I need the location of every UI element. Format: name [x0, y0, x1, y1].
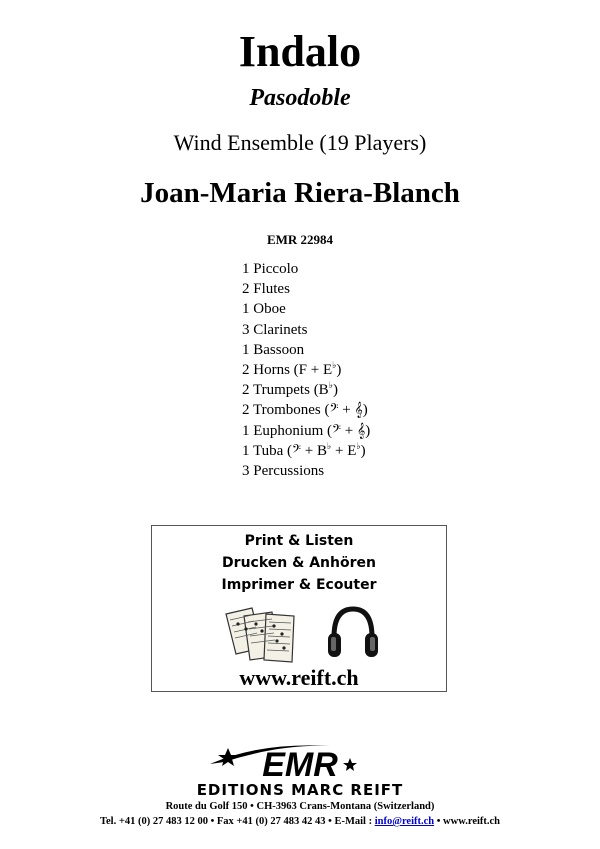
headphones-icon — [324, 603, 382, 665]
flat-symbol: ♭ — [332, 360, 337, 371]
instrument-item: 3 Percussions — [242, 463, 325, 480]
piece-title: Indalo — [238, 27, 362, 76]
svg-text:EMR: EMR — [262, 746, 338, 784]
composer-name: Joan-Maria Riera-Blanch — [140, 177, 460, 209]
instrument-item: 2 Flutes — [242, 281, 290, 298]
bass-clef-icon: 𝄢 — [292, 442, 302, 459]
treble-clef-icon: 𝄞 — [356, 422, 366, 439]
publisher-name: EDITIONS MARC REIFT — [196, 781, 404, 799]
instrument-list — [242, 259, 370, 481]
publisher-address: Route du Golf 150 • CH-3963 Crans-Montana (Switzerland) — [165, 801, 435, 812]
print-listen-box — [151, 525, 447, 692]
piece-subtitle: Pasodoble — [249, 85, 351, 111]
instrument-item: 1 Bassoon — [242, 341, 305, 358]
publisher-contact: Tel. +41 (0) 27 483 12 00 • Fax +41 (0) 27 483 42 43 • E-Mail : info@reift.ch • www.reift.ch — [99, 816, 501, 827]
instrument-item: 1 Piccolo — [242, 261, 299, 277]
instrument-item: 2 Horns (F + E♭) — [242, 360, 342, 379]
instrument-item: 2 Trumpets (B♭) — [242, 380, 338, 399]
instrument-item: 3 Clarinets — [242, 321, 308, 338]
flat-symbol: ♭ — [356, 440, 361, 451]
instrument-item: 2 Trombones (𝄢 + 𝄞) — [242, 402, 368, 419]
ensemble-label: Wind Ensemble (19 Players) — [173, 130, 427, 155]
print-listen-de: Drucken & Anhören — [222, 555, 376, 571]
bass-clef-icon: 𝄢 — [329, 402, 339, 419]
bass-clef-icon: 𝄢 — [332, 422, 342, 439]
flat-symbol: ♭ — [327, 440, 332, 451]
instrument-item: 1 Euphonium (𝄢 + 𝄞) — [242, 422, 371, 439]
website-link[interactable]: www.reift.ch — [239, 665, 359, 690]
sheet-music-icon — [222, 604, 302, 666]
catalog-number: EMR 22984 — [266, 232, 334, 247]
print-listen-en: Print & Listen — [244, 533, 354, 549]
instrument-item: 1 Oboe — [242, 301, 286, 318]
email-link[interactable]: info@reift.ch — [374, 816, 435, 827]
flat-symbol: ♭ — [328, 380, 333, 391]
treble-clef-icon: 𝄞 — [354, 402, 363, 419]
instrument-item: 1 Tuba (𝄢 + B♭ + E♭) — [242, 440, 366, 459]
print-listen-fr: Imprimer & Ecouter — [221, 577, 377, 593]
